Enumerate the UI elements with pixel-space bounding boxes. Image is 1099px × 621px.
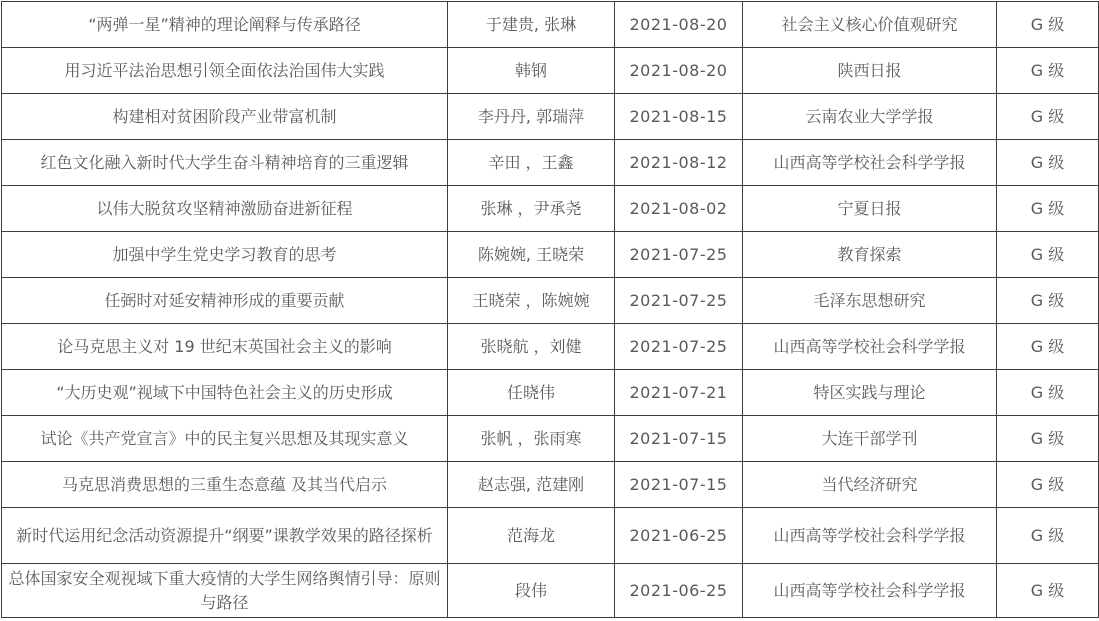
- publish-date-cell: 2021-07-21: [615, 370, 743, 416]
- grade-badge-cell: G 级: [997, 140, 1099, 186]
- publish-date-cell: 2021-07-15: [615, 462, 743, 508]
- journal-name-cell: 毛泽东思想研究: [743, 278, 997, 324]
- paper-title-cell: “两弹一星”精神的理论阐释与传承路径: [2, 2, 448, 48]
- authors-cell: 张晓航 ，刘健: [448, 324, 615, 370]
- paper-title-cell: 总体国家安全观视域下重大疫情的大学生网络舆情引导：原则与路径: [2, 564, 448, 618]
- journal-name-cell: 山西高等学校社会科学学报: [743, 508, 997, 564]
- grade-badge-cell: G 级: [997, 2, 1099, 48]
- authors-cell: 段伟: [448, 564, 615, 618]
- journal-name-cell: 社会主义核心价值观研究: [743, 2, 997, 48]
- paper-title-cell: 新时代运用纪念活动资源提升“纲要”课教学效果的路径探析: [2, 508, 448, 564]
- publish-date-cell: 2021-08-12: [615, 140, 743, 186]
- journal-name-cell: 陕西日报: [743, 48, 997, 94]
- paper-title-cell: 用习近平法治思想引领全面依法治国伟大实践: [2, 48, 448, 94]
- paper-title-cell: 马克思消费思想的三重生态意蕴 及其当代启示: [2, 462, 448, 508]
- paper-title-cell: 以伟大脱贫攻坚精神激励奋进新征程: [2, 186, 448, 232]
- paper-title-cell: 任弼时对延安精神形成的重要贡献: [2, 278, 448, 324]
- grade-badge-cell: G 级: [997, 324, 1099, 370]
- authors-cell: 李丹丹, 郭瑞萍: [448, 94, 615, 140]
- publish-date-cell: 2021-06-25: [615, 564, 743, 618]
- table-row: [2, 462, 1099, 508]
- authors-cell: 王晓荣 ，陈婉婉: [448, 278, 615, 324]
- publish-date-cell: 2021-07-25: [615, 232, 743, 278]
- journal-name-cell: 山西高等学校社会科学学报: [743, 324, 997, 370]
- table-row: [2, 370, 1099, 416]
- table-row: [2, 94, 1099, 140]
- journal-name-cell: 大连干部学刊: [743, 416, 997, 462]
- grade-badge-cell: G 级: [997, 370, 1099, 416]
- publish-date-cell: 2021-06-25: [615, 508, 743, 564]
- grade-badge-cell: G 级: [997, 232, 1099, 278]
- grade-badge-cell: G 级: [997, 416, 1099, 462]
- authors-cell: 韩钢: [448, 48, 615, 94]
- paper-title-cell: 试论《共产党宣言》中的民主复兴思想及其现实意义: [2, 416, 448, 462]
- journal-name-cell: 教育探索: [743, 232, 997, 278]
- publish-date-cell: 2021-07-15: [615, 416, 743, 462]
- table-row: [2, 48, 1099, 94]
- authors-cell: 赵志强, 范建刚: [448, 462, 615, 508]
- grade-badge-cell: G 级: [997, 48, 1099, 94]
- grade-badge-cell: G 级: [997, 508, 1099, 564]
- authors-cell: 张琳 ，尹承尧: [448, 186, 615, 232]
- paper-title-cell: 加强中学生党史学习教育的思考: [2, 232, 448, 278]
- publications-table: [1, 1, 1099, 618]
- publish-date-cell: 2021-08-15: [615, 94, 743, 140]
- grade-badge-cell: G 级: [997, 278, 1099, 324]
- journal-name-cell: 特区实践与理论: [743, 370, 997, 416]
- table-row: [2, 324, 1099, 370]
- table-row: [2, 508, 1099, 564]
- paper-title-cell: 论马克思主义对 19 世纪末英国社会主义的影响: [2, 324, 448, 370]
- journal-name-cell: 宁夏日报: [743, 186, 997, 232]
- publish-date-cell: 2021-08-02: [615, 186, 743, 232]
- authors-cell: 陈婉婉, 王晓荣: [448, 232, 615, 278]
- table-row: [2, 2, 1099, 48]
- grade-badge-cell: G 级: [997, 94, 1099, 140]
- journal-name-cell: 当代经济研究: [743, 462, 997, 508]
- table-row: [2, 186, 1099, 232]
- authors-cell: 张帆 ，张雨寒: [448, 416, 615, 462]
- grade-badge-cell: G 级: [997, 564, 1099, 618]
- authors-cell: 辛田 ，王鑫: [448, 140, 615, 186]
- table-row: [2, 416, 1099, 462]
- paper-title-cell: 红色文化融入新时代大学生奋斗精神培育的三重逻辑: [2, 140, 448, 186]
- paper-title-cell: 构建相对贫困阶段产业带富机制: [2, 94, 448, 140]
- journal-name-cell: 山西高等学校社会科学学报: [743, 564, 997, 618]
- table-row: [2, 278, 1099, 324]
- publications-table-body: [2, 2, 1099, 618]
- table-row: [2, 564, 1099, 618]
- grade-badge-cell: G 级: [997, 462, 1099, 508]
- publish-date-cell: 2021-07-25: [615, 278, 743, 324]
- publish-date-cell: 2021-08-20: [615, 2, 743, 48]
- publish-date-cell: 2021-08-20: [615, 48, 743, 94]
- authors-cell: 范海龙: [448, 508, 615, 564]
- table-row: [2, 140, 1099, 186]
- table-row: [2, 232, 1099, 278]
- publish-date-cell: 2021-07-25: [615, 324, 743, 370]
- authors-cell: 于建贵, 张琳: [448, 2, 615, 48]
- authors-cell: 任晓伟: [448, 370, 615, 416]
- grade-badge-cell: G 级: [997, 186, 1099, 232]
- journal-name-cell: 山西高等学校社会科学学报: [743, 140, 997, 186]
- paper-title-cell: “大历史观”视域下中国特色社会主义的历史形成: [2, 370, 448, 416]
- journal-name-cell: 云南农业大学学报: [743, 94, 997, 140]
